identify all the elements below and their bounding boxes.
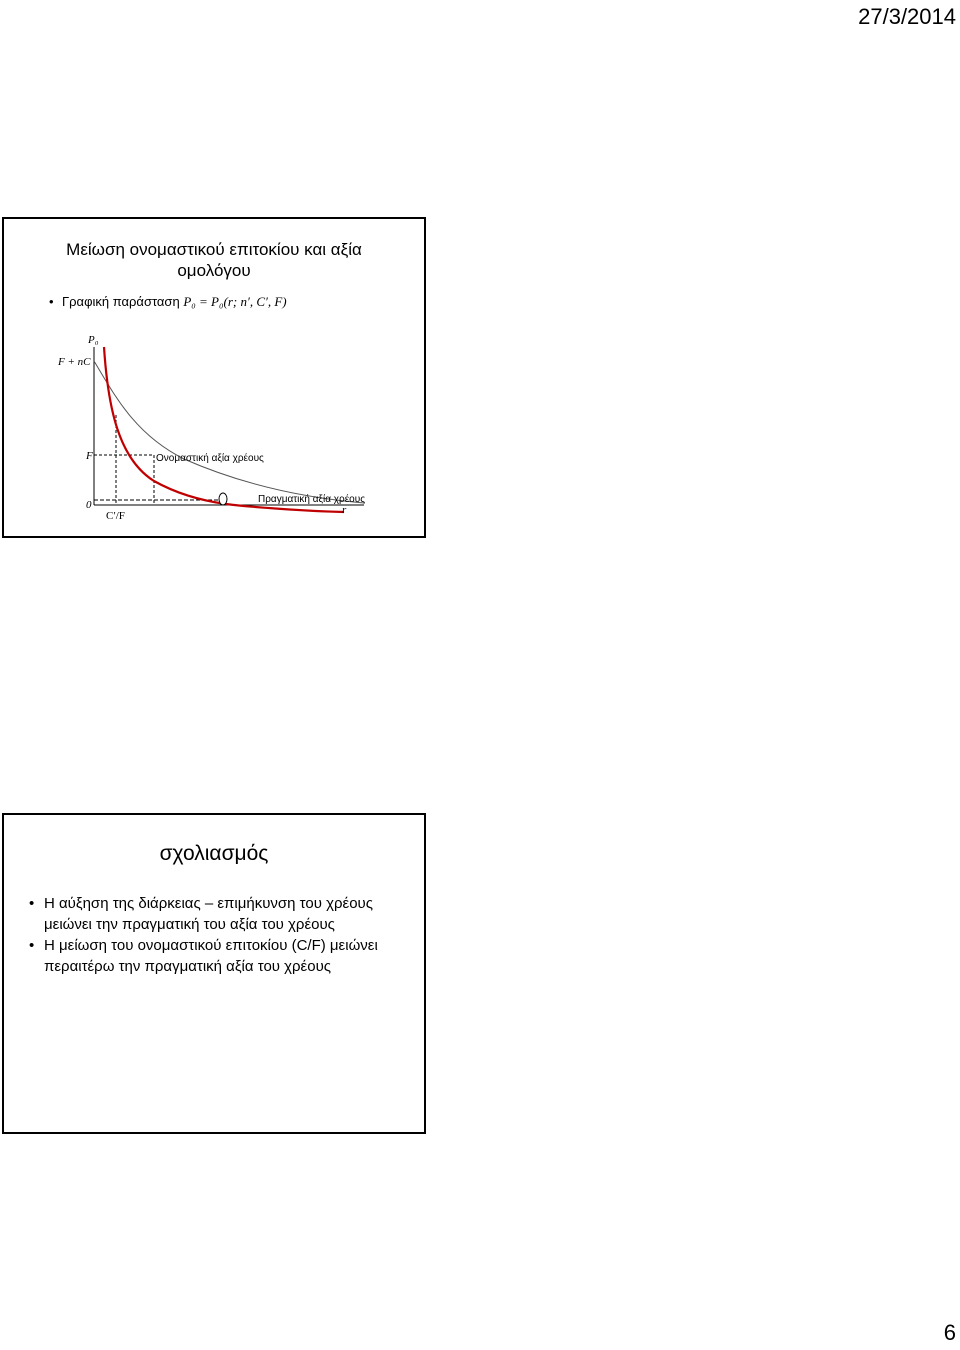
list-item	[29, 893, 404, 935]
annotation-real: Πραγματική αξία χρέους	[258, 494, 366, 505]
y-tick-label: F	[86, 450, 93, 462]
slide-title: σχολιασμός	[159, 842, 269, 865]
intersection-marker	[219, 493, 227, 505]
bullet-text: Η αύξηση της διάρκειας – επιμήκυνση του χρέους μειώνει την πραγματική του αξία του χρέους	[44, 895, 373, 933]
bullet-dot: •	[29, 895, 35, 912]
bullet-list	[29, 893, 404, 977]
y-axis-label: P₀	[88, 334, 99, 346]
bond-value-chart	[4, 219, 424, 536]
date-header: 27/3/2014	[858, 4, 956, 29]
slide-commentary	[2, 813, 426, 1134]
x-tick-label: C′/F	[106, 510, 125, 522]
y-tick-label: 0	[86, 499, 92, 511]
list-item	[29, 935, 404, 977]
nominal-value-curve	[94, 361, 364, 503]
x-axis-label: r	[342, 504, 347, 516]
bullet-dot: •	[49, 294, 54, 309]
slide-title-line1: Μείωση ονομαστικού επιτοκίου και αξία	[66, 240, 362, 259]
slide-title-line2: ομολόγου	[177, 261, 251, 280]
annotation-nominal: Ονομαστική αξία χρέους	[156, 453, 264, 464]
bullet-formula: P₀ = P₀(r; n′, C′, F)	[183, 294, 287, 309]
bullet-text: Γραφική παράσταση	[62, 294, 180, 309]
bullet-text: Η μείωση του ονομαστικού επιτοκίου (C/F) μειώνει περαιτέρω την πραγματική αξία του χρέους	[44, 937, 378, 975]
page-number: 6	[943, 1320, 956, 1345]
slide-bond-value-chart	[2, 217, 426, 538]
real-value-curve	[104, 347, 344, 512]
bullet-dot: •	[29, 937, 35, 954]
y-tick-label: F + nC	[58, 356, 91, 368]
